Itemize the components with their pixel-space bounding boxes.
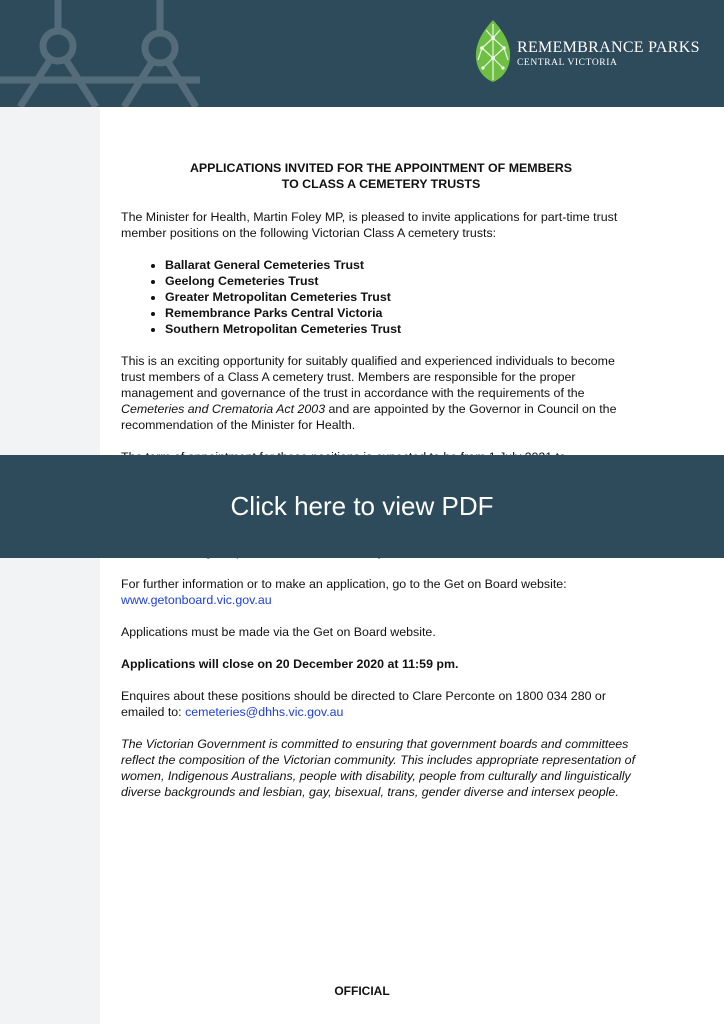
opportunity-paragraph bbox=[121, 353, 641, 433]
diversity-statement: The Victorian Government is committed to ensuring that government boards and committees reflect the composition of the Victorian community. This includes appropriate representation of women, Indigenous Australians, people with disability, people from culturally and linguistically diverse backgrounds and lesbian, gay, bisexual, trans, gender diverse and intersex people. bbox=[121, 737, 636, 799]
close-date-paragraph: Applications will close on 20 December 2020 at 11:59 pm. bbox=[121, 657, 459, 671]
further-info-text: For further information or to make an application, go to the Get on Board website: bbox=[121, 577, 567, 591]
opportunity-text-end: and are appointed by the Governor in Council on the recommendation of the Minister for Health. bbox=[121, 402, 617, 432]
website-link[interactable]: www.getonboard.vic.gov.au bbox=[121, 593, 272, 607]
official-footer: OFFICIAL bbox=[334, 984, 390, 998]
enquiries-paragraph bbox=[121, 688, 641, 720]
email-link[interactable]: cemeteries@dhhs.vic.gov.au bbox=[185, 705, 344, 719]
trust-list bbox=[121, 257, 641, 337]
title-line-1: APPLICATIONS INVITED FOR THE APPOINTMENT OF MEMBERS bbox=[189, 161, 573, 175]
enquiries-text: Enquires about these positions should be directed to Clare Perconte on 1800 034 280 or emailed to: bbox=[121, 689, 606, 719]
list-item: • Geelong Cemeteries Trust bbox=[165, 273, 641, 289]
list-item: • Remembrance Parks Central Victoria bbox=[165, 305, 641, 321]
further-info-paragraph bbox=[121, 576, 641, 608]
site-header bbox=[0, 0, 724, 107]
view-pdf-label: Click here to view PDF bbox=[230, 491, 494, 521]
brand-subtitle: CENTRAL VICTORIA bbox=[517, 58, 618, 68]
act-name: Cemeteries and Crematoria Act 2003 bbox=[121, 402, 326, 416]
list-item: • Ballarat General Cemeteries Trust bbox=[165, 257, 641, 273]
via-website-paragraph: Applications must be made via the Get on Board website. bbox=[121, 625, 436, 639]
list-item: • Greater Metropolitan Cemeteries Trust bbox=[165, 289, 641, 305]
view-pdf-button[interactable] bbox=[0, 455, 724, 558]
intro-paragraph: The Minister for Health, Martin Foley MP, is pleased to invite applications for part-time trust member positions on the following Victorian Class A cemetery trusts: bbox=[121, 210, 618, 240]
opportunity-text: This is an exciting opportunity for suitably qualified and experienced individuals to become trust members of a Class A cemetery trust. Members are responsible for the proper management and governance of the trust in accordance with the requirements of the bbox=[121, 354, 615, 400]
page-left-margin bbox=[0, 107, 100, 1024]
document-title bbox=[121, 160, 641, 192]
brand-name: REMEMBRANCE PARKS bbox=[517, 39, 700, 56]
leaf-network-icon bbox=[474, 18, 512, 84]
compass-decoration-icon bbox=[0, 0, 200, 107]
list-item: • Southern Metropolitan Cemeteries Trust bbox=[165, 321, 641, 337]
brand-logo[interactable] bbox=[474, 18, 714, 84]
title-line-2: TO CLASS A CEMETERY TRUSTS bbox=[281, 177, 481, 191]
